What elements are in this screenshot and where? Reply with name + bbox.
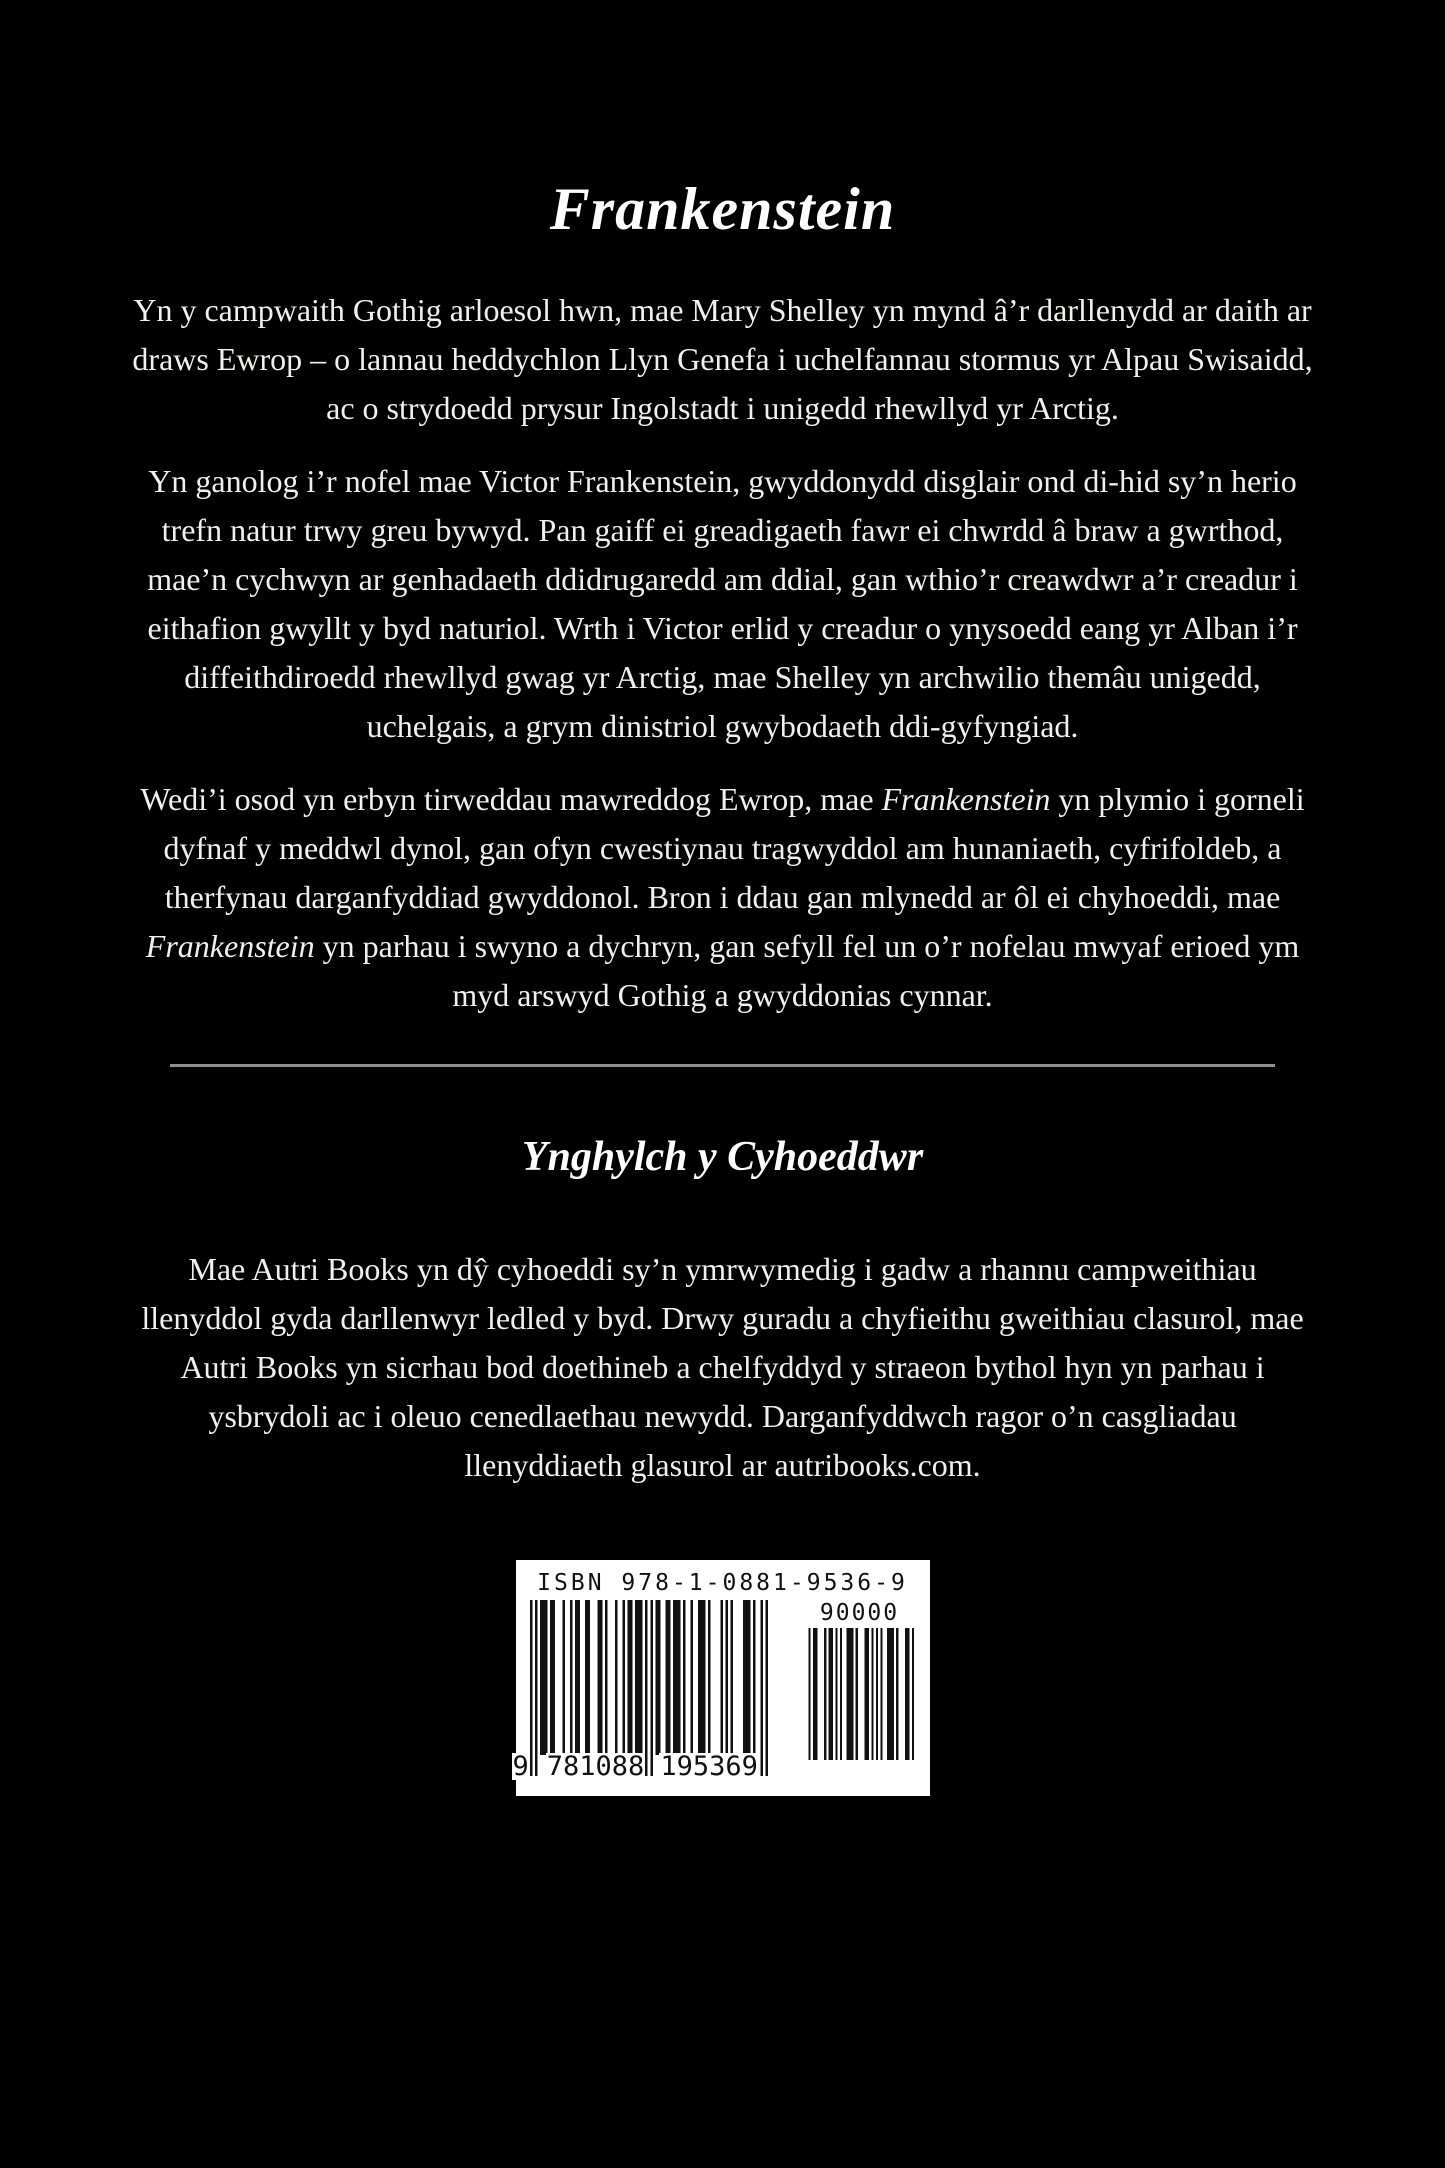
price-code: 90000	[819, 1600, 900, 1626]
synopsis-section	[0, 286, 1445, 1020]
ean13-digits	[512, 1753, 759, 1780]
book-title: Frankenstein	[549, 176, 896, 242]
isbn-number: ISBN 978-1-0881-9536-9	[537, 1570, 908, 1596]
ean13-digit-group: 195369	[660, 1751, 758, 1782]
section-divider	[170, 1064, 1275, 1067]
publisher-heading: Ynghylch y Cyhoeddwr	[521, 1134, 924, 1180]
isbn-barcode-block	[512, 1560, 930, 1796]
ean13-bars	[530, 1600, 768, 1776]
ean5-addon-barcode	[804, 1600, 916, 1760]
ean13-digit-group: 9	[512, 1751, 529, 1782]
barcode-row	[512, 1600, 916, 1782]
ean5-bars	[806, 1628, 914, 1760]
publisher-description: Mae Autri Books yn dŷ cyhoeddi sy’n ymrwymedig i gadw a rhannu campweithiau llenyddol gyda darllenwyr ledled y byd. Drwy guradu a chyfieithu gweithiau clasurol, mae Autri Books yn sicrhau bod doethineb a chelfyddyd y straeon bythol hyn yn parhau i ysbrydoli ac i oleuo cenedlaethau newydd. Darganfyddwch ragor o’n casgliadau llenyddiaeth glasurol ar autribooks.com.	[141, 1251, 1304, 1483]
synopsis-paragraph-2: Yn ganolog i’r nofel mae Victor Frankenstein, gwyddonydd disglair ond di-hid sy’n herio trefn natur trwy greu bywyd. Pan gaiff ei greadigaeth fawr ei chwrdd â braw a gwrthod, mae’n cychwyn ar genhadaeth ddidrugaredd am ddial, gan wthio’r creawdwr a’r creadur i eithafion gwyllt y byd naturiol. Wrth i Victor erlid y creadur o ynysoedd eang yr Alban i’r diffeithdiroedd rhewllyd gwag yr Arctig, mae Shelley yn archwilio themâu unigedd, uchelgais, a grym dinistriol gwybodaeth ddi-gyfyngiad.	[147, 463, 1298, 744]
ean13-digit-group: 781088	[546, 1751, 645, 1782]
ean13-barcode	[512, 1600, 768, 1782]
synopsis-paragraph-1: Yn y campwaith Gothig arloesol hwn, mae Mary Shelley yn mynd â’r darllenydd ar daith ar draws Ewrop – o lannau heddychlon Llyn Genefa i uchelfannau stormus yr Alpau Swisaidd, ac o strydoedd prysur Ingolstadt i unigedd rhewllyd yr Arctig.	[132, 292, 1313, 426]
synopsis-paragraph-3: Wedi’i osod yn erbyn tirweddau mawreddog Ewrop, mae Frankenstein yn plymio i gorneli dyfnaf y meddwl dynol, gan ofyn cwestiynau tragwyddol am hunaniaeth, cyfrifoldeb, a therfynau darganfyddiad gwyddonol. Bron i ddau gan mlynedd ar ôl ei chyhoeddi, mae Frankenstein yn parhau i swyno a dychryn, gan sefyll fel un o’r nofelau mwyaf erioed ym myd arswyd Gothig a gwyddonias cynnar.	[140, 781, 1305, 1013]
